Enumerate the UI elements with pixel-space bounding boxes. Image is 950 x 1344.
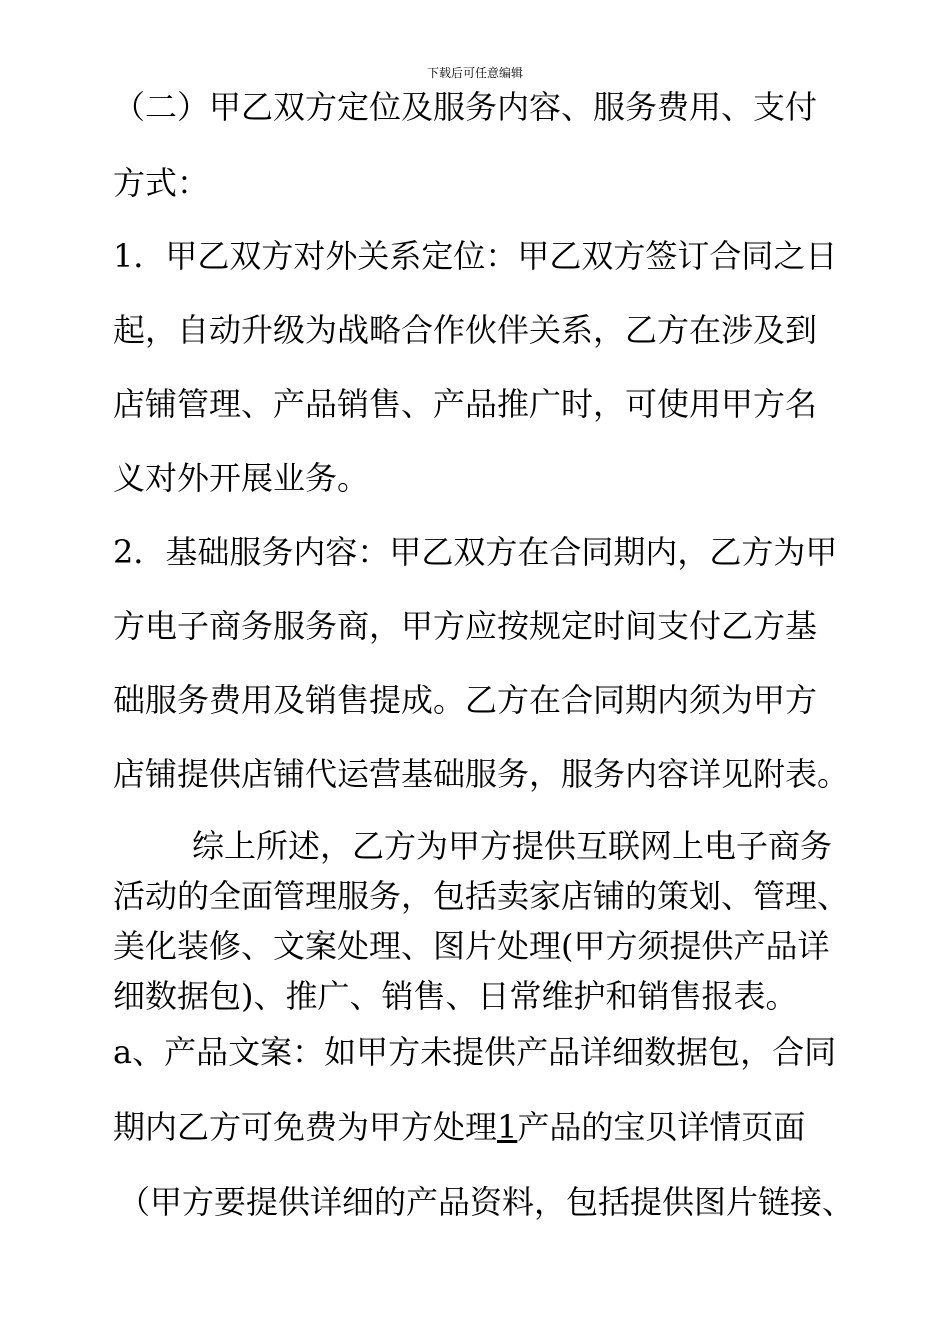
heading-line-2: 方式： xyxy=(113,164,210,202)
paragraph-line: 1．甲乙双方对外关系定位：甲乙双方签订合同之日 xyxy=(113,237,838,275)
paragraph-line: 础服务费用及销售提成。乙方在合同期内须为甲方 xyxy=(113,681,818,719)
paragraph-line: 方电子商务服务商，甲方应按规定时间支付乙方基 xyxy=(113,607,818,645)
paragraph-line: 店铺提供店铺代运营基础服务，服务内容详见附表。 xyxy=(113,755,850,793)
underlined-number: 1 xyxy=(497,1108,518,1146)
paragraph-line: a、产品文案：如甲方未提供产品详细数据包，合同 xyxy=(113,1033,837,1071)
heading-line-1: （二）甲乙双方定位及服务内容、服务费用、支付 xyxy=(113,88,818,126)
paragraph-line: 综上所述，乙方为甲方提供互联网上电子商务 xyxy=(192,827,833,865)
paragraph-line xyxy=(113,1107,873,1147)
paragraph-line: 细数据包)、推广、销售、日常维护和销售报表。 xyxy=(113,977,798,1015)
paragraph-line: 美化装修、文案处理、图片处理(甲方须提供产品详 xyxy=(113,927,830,965)
line-text-after: 产品的宝贝详情页面 xyxy=(517,1108,806,1146)
paragraph-line: 起，自动升级为战略合作伙伴关系，乙方在涉及到 xyxy=(113,311,818,349)
paragraph-line: 活动的全面管理服务，包括卖家店铺的策划、管理、 xyxy=(113,877,850,915)
paragraph-line: （甲方要提供详细的产品资料，包括提供图片链接、 xyxy=(118,1183,855,1221)
line-text-before: 期内乙方可免费为甲方处理 xyxy=(113,1108,498,1146)
paragraph-line: 义对外开展业务。 xyxy=(113,459,370,497)
paragraph-line: 2．基础服务内容：甲乙双方在合同期内，乙方为甲 xyxy=(113,533,838,571)
paragraph-line: 店铺管理、产品销售、产品推广时，可使用甲方名 xyxy=(113,385,818,423)
page-header: 下载后可任意编辑 xyxy=(426,66,523,80)
